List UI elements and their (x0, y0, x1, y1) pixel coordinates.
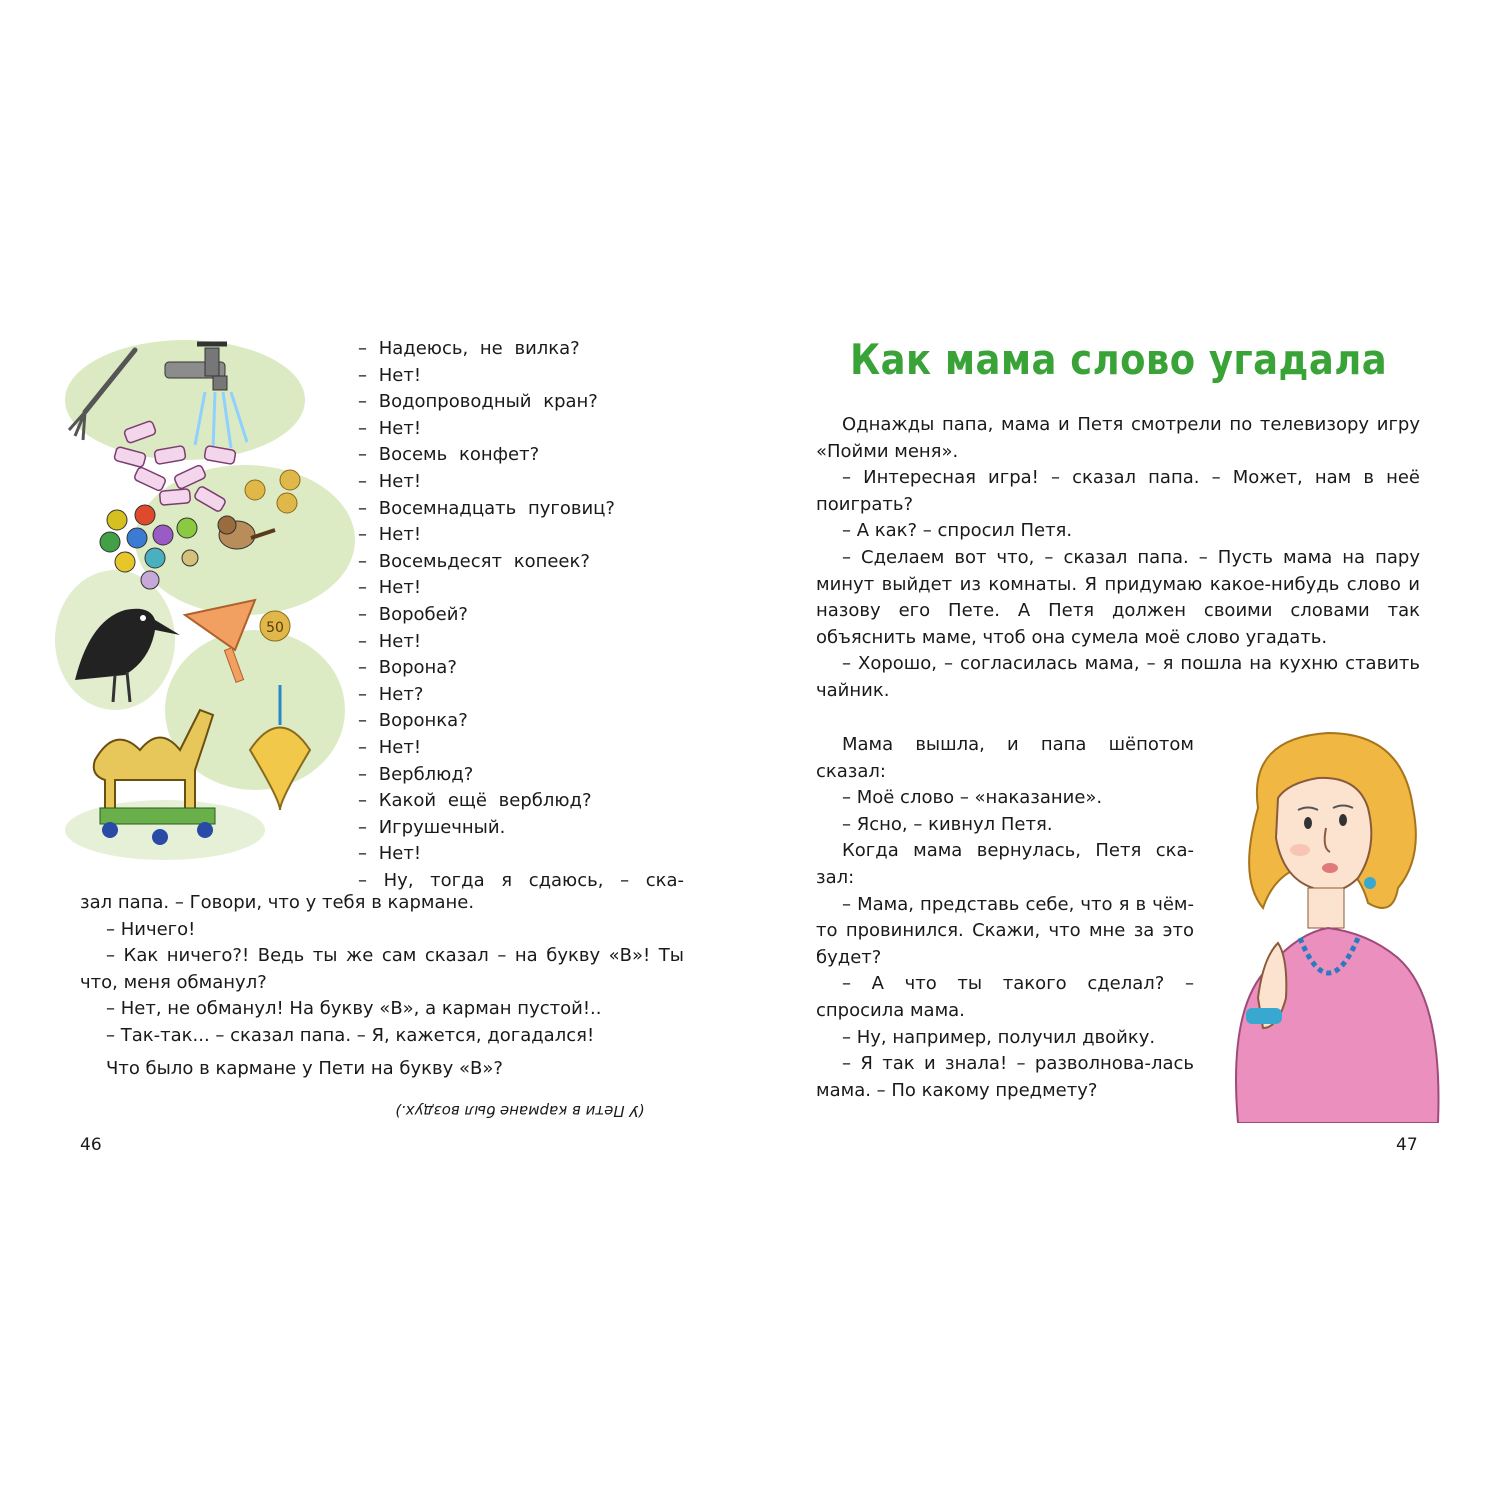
paragraph: – Так-так... – сказал папа. – Я, кажется, догадался! (106, 1024, 595, 1046)
question: Что было в кармане у Пети на букву «В»? (106, 1057, 503, 1079)
dialogue-line: – Воронка? (358, 710, 468, 732)
page-number: 47 (1396, 1135, 1418, 1155)
dialogue-line: – Восемнадцать пуговиц? (358, 497, 615, 519)
dialogue-line: – Нет! (358, 417, 422, 439)
dialogue-line: – Верблюд? (358, 763, 474, 785)
word-guess-illustration (55, 330, 355, 860)
dialogue-line: – Нет! (358, 364, 422, 386)
chapter-title: Как мама слово угадала (850, 335, 1388, 384)
dialogue-line: – Восемьдесят копеек? (358, 550, 590, 572)
paragraph: – Моё слово – «наказание». (842, 787, 1103, 809)
page-number: 46 (80, 1135, 102, 1155)
dialogue-line: – Водопроводный кран? (358, 391, 598, 413)
dialogue-line: – Воробей? (358, 603, 468, 625)
dialogue-line: – Восемь конфет? (358, 444, 540, 466)
dialogue-line: – Нет? (358, 683, 424, 705)
paragraph: – Ничего! (106, 918, 196, 940)
dialogue-line: – Ну, тогда я сдаюсь, – ска- (358, 869, 684, 891)
dialogue-line: – Ворона? (358, 657, 457, 679)
left-body-text (80, 890, 684, 1082)
paragraph: – Как ничего?! Ведь ты же сам сказал – на букву «В»! Ты что, меня обманул? (80, 945, 684, 993)
coin-label: 50 (266, 620, 284, 636)
dialogue-line: – Нет! (358, 736, 422, 758)
mama-illustration (1218, 728, 1458, 1123)
paragraph: – Нет, не обманул! На букву «В», а карман пустой!.. (106, 998, 602, 1020)
paragraph: – Ясно, – кивнул Петя. (842, 813, 1053, 835)
right-body-text-narrow (816, 732, 1194, 1104)
paragraph: – Я так и знала! – разволнова-лась мама. – По какому предмету? (816, 1053, 1194, 1101)
paragraph: – А что ты такого сделал? – спросила мама. (816, 973, 1194, 1021)
paragraph: – Сделаем вот что, – сказал папа. – Пусть мама на пару минут выйдет из комнаты. Я придумаю какое-нибудь слово и назову его Пете. А Петя должен своими словами так объяснить маме, чтоб она сумела моё слово угадать. (816, 546, 1420, 648)
inverted-answer: (У Пети в кармане был воздух.) (395, 1102, 645, 1120)
paragraph: – Интересная игра! – сказал папа. – Может, нам в неё поиграть? (816, 467, 1420, 515)
paragraph: Однажды папа, мама и Петя смотрели по телевизору игру «Пойми меня». (816, 414, 1420, 462)
dialogue-lines (358, 336, 698, 894)
right-page (750, 0, 1500, 1500)
paragraph: Мама вышла, и папа шёпотом сказал: (816, 734, 1194, 782)
paragraph: Когда мама вернулась, Петя ска-зал: (816, 840, 1194, 888)
paragraph: – Мама, представь себе, что я в чём-то провинился. Скажи, что мне за это будет? (816, 893, 1194, 968)
dialogue-line: – Какой ещё верблюд? (358, 790, 592, 812)
paragraph: – А как? – спросил Петя. (842, 520, 1073, 542)
paragraph: – Ну, например, получил двойку. (842, 1026, 1156, 1048)
right-body-text-full (816, 412, 1420, 705)
dialogue-line: – Игрушечный. (358, 816, 506, 838)
paragraph: – Хорошо, – согласилась мама, – я пошла на кухню ставить чайник. (816, 653, 1420, 701)
dialogue-line: – Нет! (358, 524, 422, 546)
dialogue-line: – Нет! (358, 630, 422, 652)
paragraph: зал папа. – Говори, что у тебя в кармане. (80, 892, 475, 913)
face-icon (1276, 778, 1371, 891)
dialogue-line: – Нет! (358, 843, 422, 865)
dialogue-line: – Надеюсь, не вилка? (358, 338, 580, 359)
dialogue-line: – Нет! (358, 470, 422, 492)
dialogue-line: – Нет! (358, 577, 422, 599)
earring-icon (1364, 877, 1376, 889)
